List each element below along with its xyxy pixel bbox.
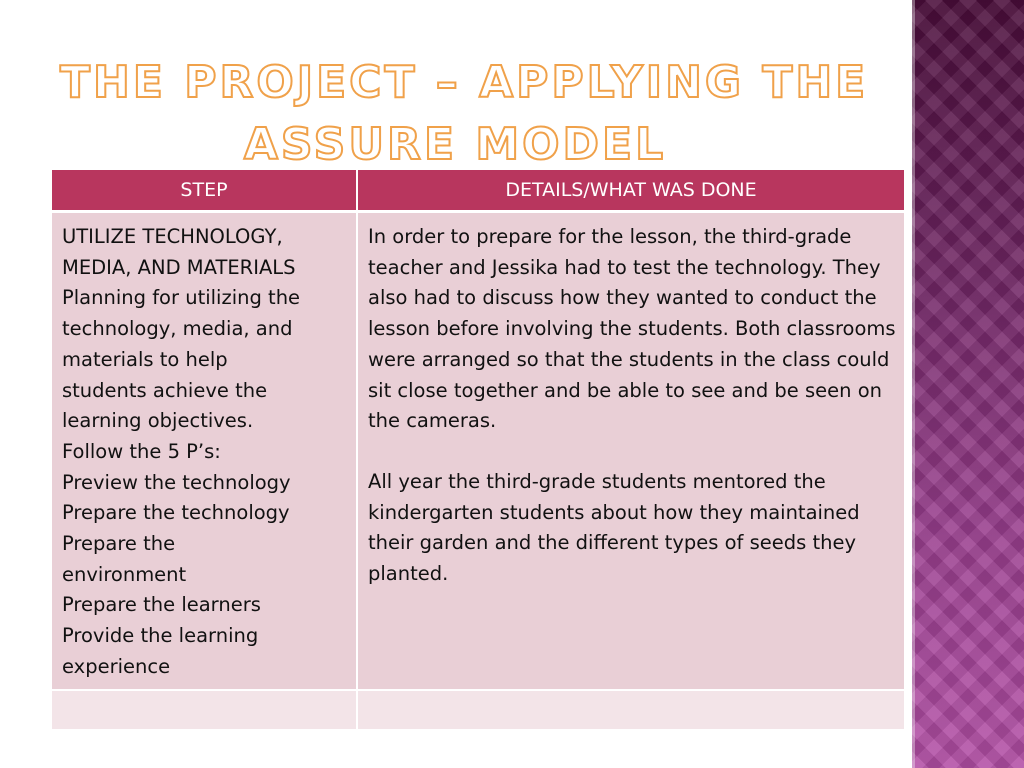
step-line: experience [62,654,171,678]
step-line: Follow the 5 P’s: [62,439,221,463]
step-line: Prepare the technology [62,501,290,525]
details-paragraph-2: All year the third-grade students mentored the kindergarten students about how they maintained their garden and the different types of seeds they planted. [368,469,860,586]
title-line-1: THE PROJECT – APPLYING THE [60,57,869,108]
step-line: students achieve the [62,378,268,402]
step-line: Provide the learning [62,624,259,648]
table-header-row [52,170,904,212]
step-line: MEDIA, AND MATERIALS [62,255,296,279]
title-line-2: ASSURE MODEL [243,119,667,170]
step-line: learning objectives. [62,409,254,433]
step-cell [52,212,357,690]
empty-details-cell [357,690,904,730]
empty-step-cell [52,690,357,730]
step-line: Prepare the [62,532,176,556]
table-row [52,212,904,690]
step-line: technology, media, and [62,317,293,341]
header-step: STEP [52,170,357,212]
assure-table [52,170,904,731]
header-details: DETAILS/WHAT WAS DONE [357,170,904,212]
details-paragraph-1: In order to prepare for the lesson, the third-grade teacher and Jessika had to test the technology. They also had to discuss how they wanted to conduct the lesson before involving the students. Both classrooms were arranged so that the students in the class could sit close together and be able to see and be seen on the cameras. [368,225,896,433]
table-row-empty [52,690,904,730]
slide-title [60,52,869,176]
step-line: Prepare the learners [62,593,261,617]
step-line: environment [62,562,187,586]
step-line: Planning for utilizing the [62,286,301,310]
decorative-side-band [912,0,1024,768]
step-line: UTILIZE TECHNOLOGY, [62,225,283,248]
details-cell [357,212,904,690]
step-line: Preview the technology [62,470,291,494]
step-line: materials to help [62,347,228,371]
